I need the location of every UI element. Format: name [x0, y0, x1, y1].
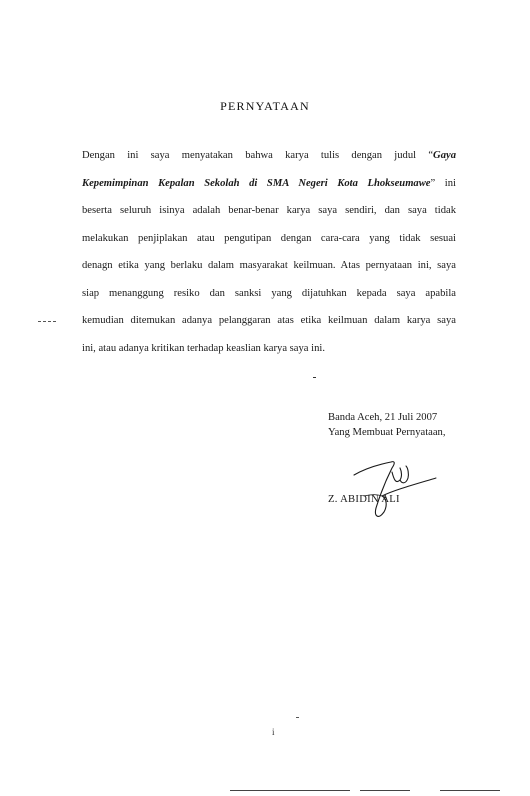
- handwritten-signature: [336, 450, 446, 530]
- paragraph-line: beserta seluruh isinya adalah benar-benar karya saya sendiri, dan saya tidak: [82, 205, 456, 216]
- paragraph-line: ini, atau adanya kritikan terhadap keaslian karya saya ini.: [82, 342, 325, 354]
- signer-role: Yang Membuat Pernyataan,: [328, 427, 446, 438]
- bottom-edge-line: [440, 790, 500, 791]
- paragraph-line: melakukan penjiplakan atau pengutipan dengan cara-cara yang tidak sesuai: [82, 232, 456, 244]
- paragraph-line: siap menanggung resiko dan sanksi yang dijatuhkan kepada saya apabila: [82, 287, 456, 299]
- signature-block: [328, 410, 446, 440]
- place-date: Banda Aceh, 21 Juli 2007: [328, 412, 438, 423]
- paragraph-line: denagn etika yang berlaku dalam masyarakat keilmuan. Atas pernyataan ini, saya: [82, 260, 456, 271]
- paragraph-line: Dengan ini saya menyatakan bahwa karya tulis dengan judul “Gaya: [82, 150, 456, 161]
- scan-tick: [296, 717, 299, 718]
- signer-name: Z. ABIDIN ALI: [328, 494, 400, 505]
- bottom-edge-line: [230, 790, 350, 791]
- scan-dot: [313, 377, 316, 378]
- thesis-title-part: Kepemimpinan Kepalan Sekolah di SMA Negeri Kota Lhokseumawe: [82, 177, 431, 189]
- statement-paragraph: [82, 142, 456, 362]
- paragraph-line: kemudian ditemukan adanya pelanggaran atas etika keilmuan dalam karya saya: [82, 315, 456, 326]
- margin-scan-mark: [38, 321, 56, 322]
- thesis-title-part: Gaya: [433, 150, 456, 161]
- paragraph-line: Kepemimpinan Kepalan Sekolah di SMA Negeri Kota Lhokseumawe” ini: [82, 177, 456, 189]
- bottom-edge-line: [360, 790, 410, 791]
- page-title: PERNYATAAN: [220, 99, 310, 113]
- page-number: i: [272, 727, 275, 737]
